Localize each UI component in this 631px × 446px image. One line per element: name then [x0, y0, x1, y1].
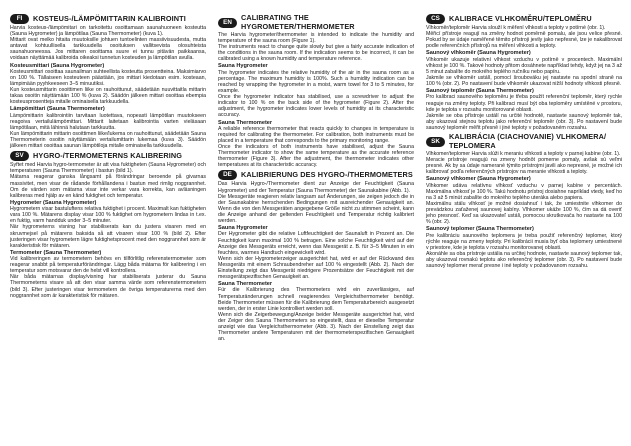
section-cs	[426, 14, 622, 131]
subsection-heading: Lämpömittari (Sauna Thermometer)	[10, 106, 105, 113]
section-fi	[10, 14, 206, 149]
subsection-heading: Termometer (Sauna Thermometer)	[10, 249, 102, 256]
body-paragraph: Lämpömittarin kalibrointiin tarvitaan luotettava, nopeasti lämpötilan muutokseen reagoiva vertailulämpömittari. Mittarit laitetaan kalibrointia varten vieläsaan lämpötilaan, mitä lähinnä halutaan tarkkuutta.	[10, 112, 206, 131]
body-paragraph: Mittarit ovat melko hitaita muutoksille johtuen tuntoelinten massiivisuudesta, mutta antavat kohtuullisella tarkkuudella osoituksen vallitsevista olosuhteista saunahuoneessa. Jos mittaren osoittama suure ei tunnu pitävän paikkaansa, voidaan näyttämää kalibroida oikeaksi tunnetun kosteuden ja lämpötilan avulla.	[10, 37, 206, 62]
body-paragraph: Die Messgeräte reagieren relativ langsam auf Änderungen, sie zeigen jedoch die in der Saunakabine herrschenden Bedingungen mit ausreichender Genauigkeit an. Wenn die von den Messgeräten angegebene Größe nicht zu stimmen scheint, kann die Anzeige anhand der geltenden Feuchtigkeit und Temperatur richtig kalibriert werden.	[218, 193, 414, 225]
section-title: KALIBRIERUNG DES HYGRO-/THERMOMETERS	[241, 170, 413, 180]
subsection-heading: Saunový teplomer (Sauna Thermometer)	[426, 226, 534, 233]
language-badge: DE	[218, 170, 237, 180]
body-paragraph: Vlhkoměr ukazuje relativní vlhkost vzduchu v potírně v procentech. Maximální vlhkost je 100 %. Takové hodnoty přitom dosáhnete například tehdy, když jej na 3 až 5 minut zabalíte do mokrého teplého ručníku nebo papíru.	[426, 56, 622, 75]
subsection-heading: Saunový teploměr (Sauna Thermometer)	[426, 88, 534, 95]
body-paragraph: Jakmile se vlhkoměr ustálí, pomocí šroubováku jej nastavte na spodní straně na 100 % (obr. 2). Po nastavení bude vlhkoměr ukazovat nižší hodnoty vlhkosti přesně.	[426, 74, 622, 88]
section-title: KOSTEUS-/LÄMPÖMITTARIN KALIBROINTI	[33, 13, 186, 23]
language-badge: SK	[426, 137, 445, 147]
body-paragraph: När båda mätarnas display/visning har stabiliserats justerar du Sauna Thermometerns visare så att den visar samma värde som referenstermometern (bild 3). Efter justeringen visar termometern de övriga temperaturerna med den noggrannhet som är karakteristisk för mätaren.	[10, 274, 206, 299]
body-paragraph: När hygrometerns visning har stabiliserats kan du justera visaren med en skruvmejsel på mätarens baksida så att visaren visar 100 % (bild 2). Efter justeringen visar hygrometern lägre fuktighetsprocent med den noggrannhet som är karakteristisk för mätaren.	[10, 224, 206, 249]
language-badge: FI	[10, 14, 29, 24]
subsection-heading: Sauna Hygrometer	[218, 63, 268, 70]
body-paragraph: Syftet med Harvia hygro-termometer är att visa fuktigheten (Sauna Hygrometer) och temperaturen (Sauna Thermometer) i bastun (bild 1).	[10, 162, 206, 175]
body-paragraph: A reliable reference thermometer that reacts quickly to changes in temperature is required for calibrating the thermometer. For calibration, both instruments must be placed in a temperature that corresponds to the primary monitoring range.	[218, 125, 414, 144]
column-2	[218, 14, 414, 344]
body-paragraph: Das Harvia Hygro-/Thermometer dient zur Anzeige der Feuchtigkeit (Sauna Hygrometer) und der Temperatur (Sauna Thermometer) der Saunakabine (Abb. 1).	[218, 181, 414, 194]
section-header	[426, 133, 622, 150]
section-header	[10, 14, 206, 24]
body-paragraph: Wenn sich die Zeigerbewegung/Anzeige beider Messgeräte ausgerichtet hat, wird der Zeiger des Sauna Thermometers so eingestellt, dass er dieselbe Temperatur anzeigt wie das Vergleichsthermometer (Abb. 3). Nach der Einstellung zeigt das Thermometer andere Temperaturen mit der thermometerspezifischen Genauigkeit an.	[218, 311, 414, 343]
section-en	[218, 14, 414, 168]
subsection-heading: Sauna Thermometer	[218, 281, 273, 288]
body-paragraph: The instruments react to change quite slowly but give a fairly accurate indication of the conditions in the sauna room. If the indication seems to be incorrect, it can be calibrated using a known humidity and temperature reference.	[218, 44, 414, 63]
section-title: KALIBRACE VLHKOMĚRU/TEPLOMĚRU	[449, 13, 592, 23]
body-paragraph: Měřicí přístroje reagují na změny hodnot poměrně pomalu, ale jsou velice přesné. Pokud by se údaje naměřené těmito přístroji jevily jako nepřesné, lze je nakalibrovat podle referenčních přístrojů na měření vlhkosti a teploty.	[426, 31, 622, 50]
column-3	[426, 14, 622, 271]
subsection-heading: Saunový vlhkoměr (Sauna Hygrometer)	[426, 50, 531, 57]
section-header	[218, 14, 414, 31]
section-title: CALIBRATING THE HYGROMETER/THERMOMETER	[241, 13, 355, 31]
body-paragraph: Der Hygrometer gibt die relative Luftfeuchtigkeit der Saunaluft in Prozent an. Die Feuchtigkeit kann maximal 100 % betragen. Eine solche Feuchtigkeit wird auf der Anzeige des Messgeräts erreicht, wenn das Messgerät z. B. für 3–5 Minuten in ein feuchtes, warmes Handtuch eingewickelt wird.	[218, 231, 414, 256]
body-paragraph: Maximálnu stálu vlhkosť je možné dosiahnuť i tak, že umiestnite vlhkomer do prevádzkou zaťaženej saunovej kabíny. Vlhkomer ukáže 100 %, čím sa dá overiť jeho presnosť. Keď sa ukazovateľ ustáli, pomocou skrutkovača ho nastavte na 100 % (obr. 2).	[426, 200, 622, 226]
body-paragraph: Akonáhle sa oba prístroje ustália na určitej hodnote, nastavte saunový teplomer tak, aby ukazoval rovnakú teplotu ako referenčný teplomer (obr. 3). Po nastavení bude saunový teplomer merať presne i iné teploty v požadovanom rozsahu.	[426, 250, 622, 270]
section-de	[218, 170, 414, 342]
body-paragraph: Hygrometern visar bastuluftens relativa fuktighet i procent. Maximalt kan fuktigheten vara 100 %. Mätarens display visar 100 % fuktighet om hygrometern lindas in t.ex. en fuktig, varm handduk under 3–5 minuter.	[10, 206, 206, 225]
body-paragraph: Vlhkomer/teplomer Harvia slúži k meraniu vlhkosti a teploty v parnej kabíne (obr. 1).	[426, 151, 621, 157]
section-header	[426, 14, 622, 24]
column-1	[10, 14, 206, 301]
body-paragraph: Für die Kalibrierung des Thermometers wird ein zuverlässiges, auf Temperaturänderungen schnell reagierendes Vergleichsthermometer benötigt. Beide Thermometer müssen für die Kalibrierung dem Temperaturbereich ausgesetzt werden, der in erster Linie kontrolliert werden soll.	[218, 287, 414, 312]
language-badge: EN	[218, 18, 237, 28]
body-paragraph: The hygrometer indicates the relative humidity of the air in the sauna room as a percentage. The maximum humidity is 100%. Such a humidity indication can be reached by wrapping the hygrometer in a moist, warm towel for 3 to 5 minutes, for example.	[218, 69, 414, 95]
body-paragraph: Wenn sich der Hygrometerzeiger ausgerichtet hat, wird er auf der Rückwand des Messgeräts mit einem Schraubendreher auf 100 % eingestellt (Abb. 2). Nach der Einstellung zeigt das Messgerät niedrigere Prozentsätze der Feuchtigkeit mit der messgerätspezifischen Genauigkeit an.	[218, 255, 414, 281]
body-paragraph: The Harvia hygrometer/thermometer is intended to indicate the humidity and temperature of the sauna room (Figure 1).	[218, 32, 414, 45]
subsection-heading: Sauna Hygrometer	[218, 225, 268, 232]
body-paragraph: Pro kalibraci saunového teploměru je třeba použít referenční teploměr, který rychle reaguje na změny teploty. Při kalibraci musí být oba teploměry umístěné v prostoru, kde je teplota v rozsahu monitorované oblasti.	[426, 94, 622, 113]
body-paragraph: Once the hygrometer indicator has stabilised, use a screwdriver to adjust the indicator to 100 % on the back side of the hygrometer (Figure 2). After the adjustment, the hygrometer indicates lower levels of humidity at its characteristic accuracy.	[218, 94, 414, 119]
body-paragraph: Kun kosteusmittarin osoittimen liike on rauhoittunut, säädetään nuuvittaitla mittarin takaa osoitin näyttämään 100 % (kuva 2). Säädön jälkeen mittari osoittaa ebempia kosteusprosentteja mitalle ominaisella tarkkuudella.	[10, 87, 206, 106]
subsection-heading: Kosteusmittari (Sauna Hygrometer)	[10, 62, 105, 69]
section-title: KALIBRÁCIA (CIACHOVANIE) VLHKOMERA/ TEPLOMERA	[449, 132, 607, 150]
body-paragraph: Harvia kosteus-/lämpömitari on tarkoitettu osoittamaan saunahuoneen kosteutta (Sauna Hygrometer) ja lämpötilaa (Sauna Thermometer) (kuva 1).	[10, 25, 206, 38]
body-paragraph: Pre kalibráciu saunového teplomera je treba použiť referenčný teplomer, ktorý rýchle reaguje na zmeny teploty. Pri kalibrácii musia byť oba teplomery umiestnené v priestore, kde je teplota v rozsahu monitorovanej oblasti.	[426, 232, 622, 251]
section-sk	[426, 133, 622, 269]
section-header	[10, 151, 206, 161]
body-paragraph: Meracie prístroje reagujú na zmeny hodnôt pomerne pomaly, avšak sú veľmi presné. Ak by sa údaje namerané týmito prístrojmi javili ako nepresné, je možné ich kalibrovať podľa referenčných prístrojov na meranie vlhkosti a teploty.	[426, 157, 622, 176]
subsection-heading: Hygrometer (Sauna Hygrometer)	[10, 199, 97, 206]
language-badge: CS	[426, 14, 445, 24]
body-paragraph: Jakmile se oba přístroje ustálí na určité hodnotě, nastavte saunový teploměr tak, aby ukazoval stejnou teplotu jako referenční teploměr (obr. 3). Po nastavení bude saunový teploměr měřit přesně i jiné teploty v požadovaném rozsahu.	[426, 112, 622, 131]
subsection-heading: Sauna Thermometer	[218, 119, 273, 126]
subsection-heading: Saunový vlhkomer (Sauna Hygrometer)	[426, 176, 531, 183]
body-paragraph: Vlhkomer udáva relatívnu vlhkosť vzduchu v parnej kabíne v percentách. Maximálna vlhkosť je 100 %. Takú hodnotu prístroj dosiahne napríklad vtedy, keď ho na 3 až 5 minút zabalíte do mokrého teplého uteráka alebo papiera.	[426, 182, 622, 201]
body-paragraph: Mätarna reagerar ganska långsamt på förändringar beroende på givarnas massivitet, men visar de rådande förhållandena i bastun med rimlig noggrannhet. Om de värden som mätarna visar inte verkar vara korrekta, kan avläsningen kalibreras med hjälp av en känd fuktighet och temperatur.	[10, 174, 206, 199]
section-title: HYGRO-/TERMOMETERNS KALIBRERING	[33, 151, 183, 161]
section-sv	[10, 151, 206, 298]
body-paragraph: Once the indicators of both instruments have stabilised, adjust the Sauna Thermometer indicator to show the same temperature as the accurate reference thermometer (Figure 3). After the adjustment, the thermometer indicates other temperatures at its characteristic accuracy.	[218, 144, 414, 169]
body-paragraph: Vlhkoměr/teploměr Harvia slouží k měření vlhkosti a teploty v potírné (obr. 1).	[426, 25, 606, 31]
section-header	[218, 170, 414, 180]
body-paragraph: Kosteusmittari osoittaa saunailman suhteellista kosteutta prosentteina. Maksimiarvo on 100 %. Tällaiseen kosteuteen päästään, jos mittari kiedotaan esim. kosteaan, lämpimään pyyhkeeseen 3–5 minuutiksi.	[10, 68, 206, 88]
body-paragraph: Kun lämpömittarin mittarin osoittimen liike/lukema on rauhoittunut, säädetään Sauna Thermometerin osoitin näyttämään vertailumittarin lukemaa (kuva 3). Säädön jälkeen mittari osoittaa saunan lämpötiloja mitalle ominaisella tarkkuudella.	[10, 131, 206, 150]
language-badge: SV	[10, 151, 29, 161]
body-paragraph: Vid kalibreringen av termometern behövs en tillförlitlig referenstermometer som reagerar snabbt på temperaturförändringar. Lägg båda mätarna för kalibrering i en temperatur som motsvarar den de helst vill kontrollera.	[10, 256, 206, 275]
